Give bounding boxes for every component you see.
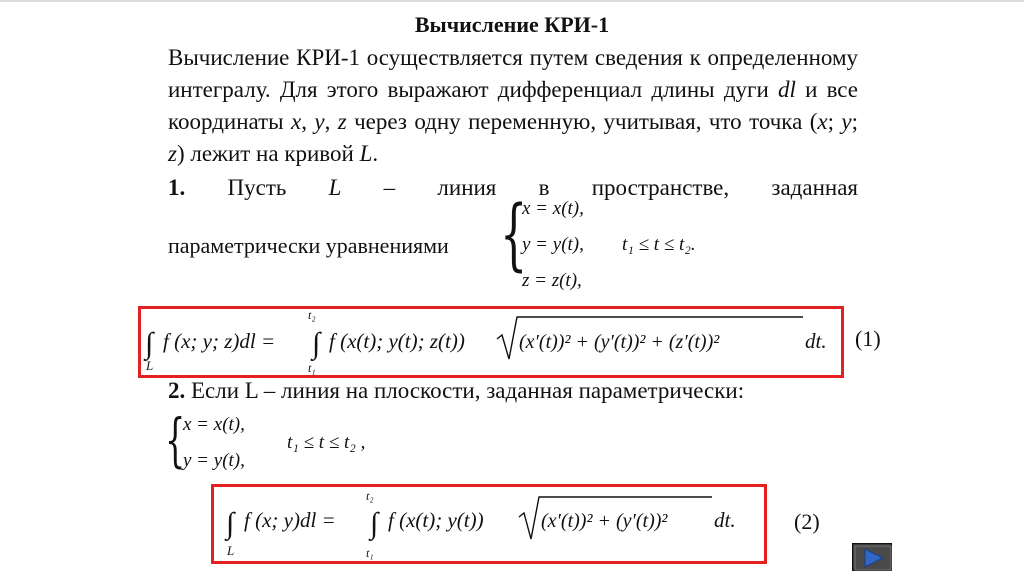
formula-2-box — [211, 484, 767, 564]
f2-rhs: f (x(t); y(t)) — [388, 508, 484, 532]
f2-upper: t₂ — [366, 489, 374, 503]
item-2-number: 2. — [168, 378, 186, 403]
paragraph-text: ; — [851, 109, 858, 134]
formula-2-number: (2) — [794, 509, 820, 534]
paragraph-text: Вычисление КРИ-1 осуществляется путем сведения к определенному интегралу. Для этого выражают дифференциал длины дуги — [168, 45, 858, 102]
f2-lhs: f (x; y)dl = — [244, 508, 336, 532]
formula-2 — [214, 487, 764, 561]
range-2d: t₁ ≤ t ≤ t₂ , — [287, 432, 366, 453]
f1-lhs: f (x; y; z)dl = — [163, 329, 276, 353]
f2-root: (x′(t))² + (y′(t))² — [541, 510, 668, 532]
f2-tail: dt. — [714, 508, 736, 532]
eq-z: z = z(t), — [522, 270, 582, 291]
item-1-number: 1. — [168, 175, 186, 200]
item-2-text: Если L – линия на плоскости, заданная параметрически: — [191, 378, 745, 403]
paragraph-var: z — [168, 141, 177, 166]
paragraph-var: dl — [777, 77, 796, 102]
integral-sign-icon: ∫ — [226, 507, 235, 540]
item-1-text-a: Пусть — [227, 175, 287, 200]
paragraph-var: L — [359, 141, 373, 166]
integral-sign-icon: ∫ — [312, 327, 321, 360]
formula-1-number: (1) — [855, 326, 881, 351]
f1-tail: dt. — [805, 329, 827, 353]
top-divider — [0, 0, 1024, 2]
range-3d: t₁ ≤ t ≤ t₂. — [622, 234, 696, 255]
paragraph-text: , — [324, 109, 338, 134]
f1-root: (x′(t))² + (y′(t))² + (z′(t))² — [519, 331, 720, 353]
item-1-var: L — [328, 175, 342, 200]
formula-1-box — [138, 306, 844, 378]
eq2-y: y = y(t), — [183, 450, 245, 471]
paragraph-text: ; — [827, 109, 842, 134]
paragraph-var: z — [337, 109, 347, 134]
formula-1 — [141, 309, 841, 375]
next-slide-button[interactable] — [852, 543, 892, 571]
f2-sub: L — [227, 543, 235, 558]
paragraph-var: x — [291, 109, 302, 134]
eq-y: y = y(t), — [522, 234, 584, 255]
brace-icon: { — [500, 190, 528, 280]
paragraph-text: ) лежит на кривой — [176, 141, 360, 166]
integral-sign-icon: ∫ — [370, 507, 379, 540]
eq-x: x = x(t), — [522, 198, 584, 219]
slide-title: Вычисление КРИ-1 — [414, 12, 610, 37]
play-next-icon — [853, 544, 893, 572]
integral-sign-icon: ∫ — [145, 327, 154, 360]
f2-lower: t₁ — [366, 546, 374, 560]
f1-rhs: f (x(t); y(t); z(t)) — [329, 329, 465, 353]
f1-lower: t₁ — [308, 361, 316, 375]
paragraph-var: y — [314, 109, 325, 134]
intro-paragraph — [168, 42, 858, 170]
param-label: параметрически уравнениями — [168, 233, 449, 258]
f1-sub: L — [146, 358, 154, 373]
f1-upper: t₂ — [308, 309, 316, 322]
paragraph-text: через одну переменную, учитывая, что точка ( — [346, 109, 818, 134]
paragraph-text: . — [372, 141, 379, 166]
item-2-line — [168, 376, 744, 406]
item-1-text-b: – линия в пространстве, заданная — [383, 175, 858, 200]
paragraph-text: и все координаты — [168, 77, 859, 134]
eq2-x: x = x(t), — [183, 414, 245, 435]
brace-icon: { — [165, 406, 186, 474]
paragraph-text: , — [301, 109, 315, 134]
paragraph-var: y — [841, 109, 852, 134]
paragraph-var: x — [817, 109, 828, 134]
